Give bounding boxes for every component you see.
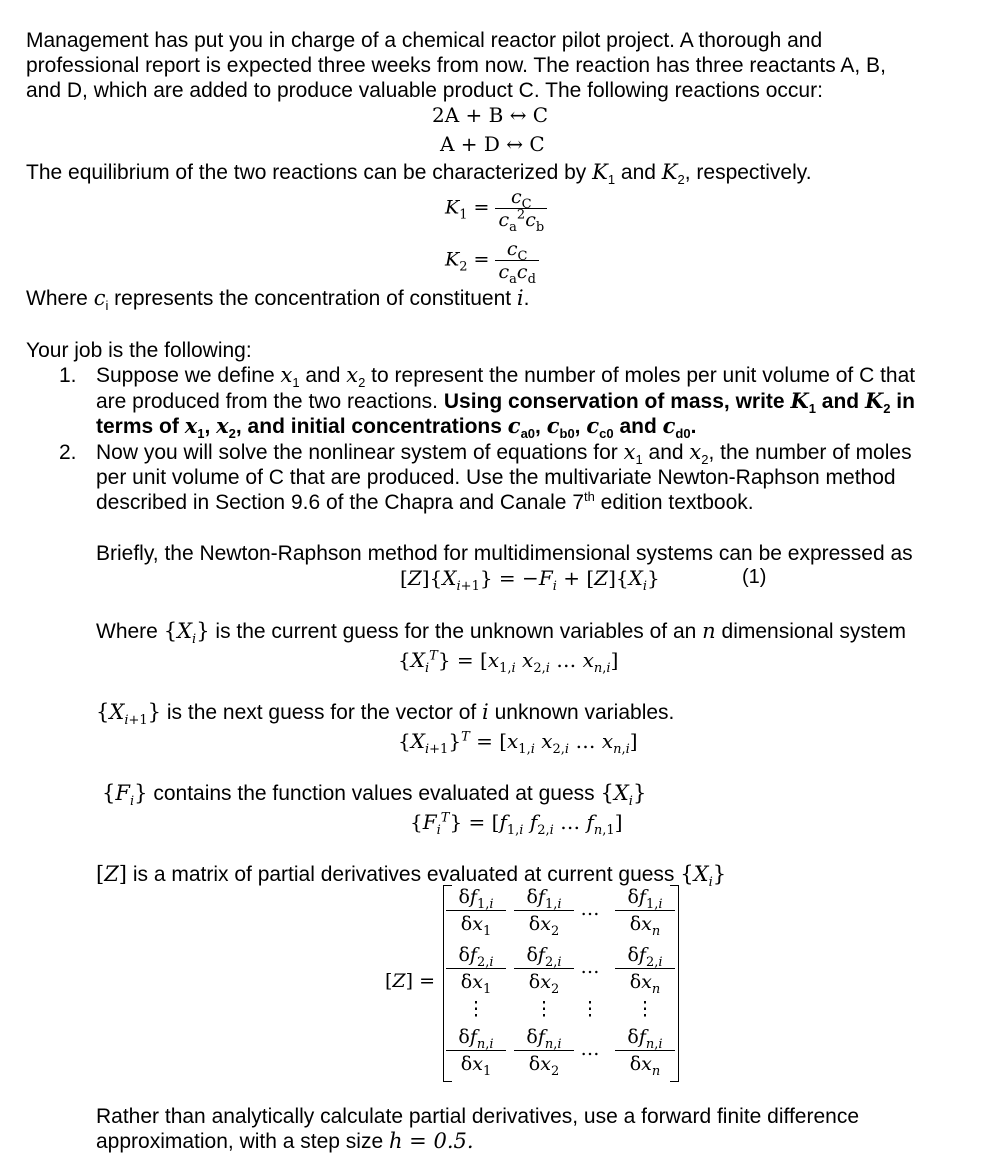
equilibrium-text: The equilibrium of the two reactions can be characterized by $K_1$ and $K_2$, respectively. [26,160,812,188]
fi-text: $\{F_i\}$ contains the function values evaluated at guess $\{X_i\}$ [102,781,647,810]
item-2-line-2: per unit volume of C that are produced. Use the multivariate Newton-Raphson method [96,466,896,489]
xi-vector: $\{X_i^T\} = [x_{1,i}$ $x_{2,i}$ … $x_{n,i}$] [398,648,619,676]
fi-vector: $\{F_i^T\} = [f_{1,i}$ $f_{2,i}$ … $f_{n,1}$] [410,810,623,838]
xi1-vector: $\{X_{i+1}\}^T = [x_{1,i}$ $x_{2,i}$ … $x_{n,i}$] [398,729,638,757]
your-job: Your job is the following: [26,339,252,362]
briefly-text: Briefly, the Newton-Raphson method for multidimensional systems can be expressed as [96,542,913,565]
z-matrix-label: [Z] = [385,970,435,992]
item-1-line-2: are produced from the two reactions. Using conservation of mass, write $K_1$ and $K_2$ in [96,388,915,417]
equation-label: (1) [742,566,767,588]
reaction-2: A + D ↔ C [440,132,545,156]
where-text: Where $c_i$ represents the concentration of constituent i. [26,286,530,314]
item-1-line-1: Suppose we define $x_1$ and $x_2$ to represent the number of moles per unit volume of C that [96,363,916,391]
closing-line-1: Rather than analytically calculate partial derivatives, use a forward finite difference [96,1105,860,1128]
closing-line-2: approximation, with a step size h = 0.5. [96,1129,474,1153]
z-text: [Z] is a matrix of partial derivatives evaluated at current guess $\{X_i\}$ [96,862,727,891]
intro-line-3: and D, which are added to produce valuable product C. The following reactions occur: [26,79,823,102]
next-guess-text: $\{X_{i+1}\}$ is the next guess for the vector of i unknown variables. [96,700,675,729]
item-1-number: 1. [59,364,77,387]
intro-line-1: Management has put you in charge of a chemical reactor pilot project. A thorough and [26,29,823,52]
reaction-1: 2A + B ↔ C [432,103,549,127]
item-2-number: 2. [59,441,77,464]
where-xi-text: Where $\{X_i\}$ is the current guess for the unknown variables of an n dimensional system [96,619,906,648]
k1-equation: $K_1$ = $\frac{c_C}{c_a^2c_b}$ [445,186,547,231]
item-2-line-1: Now you will solve the nonlinear system of equations for $x_1$ and $x_2$, the number of moles [96,440,912,468]
item-2-line-3: described in Section 9.6 of the Chapra and Canale 7th edition textbook. [96,489,754,514]
intro-line-2: professional report is expected three weeks from now. The reaction has three reactants A, B, [26,54,886,77]
nr-equation: $[Z]\{X_{i+1}\} = -F_i + [Z]\{X_i\}$ [400,566,660,594]
k2-equation: $K_2$ = $\frac{c_C}{c_ac_d}$ [445,238,539,283]
item-1-line-3: terms of $x_1$, $x_2$, and initial concentrations $c_{a0}$, $c_{b0}$, $c_{c0}$ and $c_{d0}$. [96,413,697,442]
